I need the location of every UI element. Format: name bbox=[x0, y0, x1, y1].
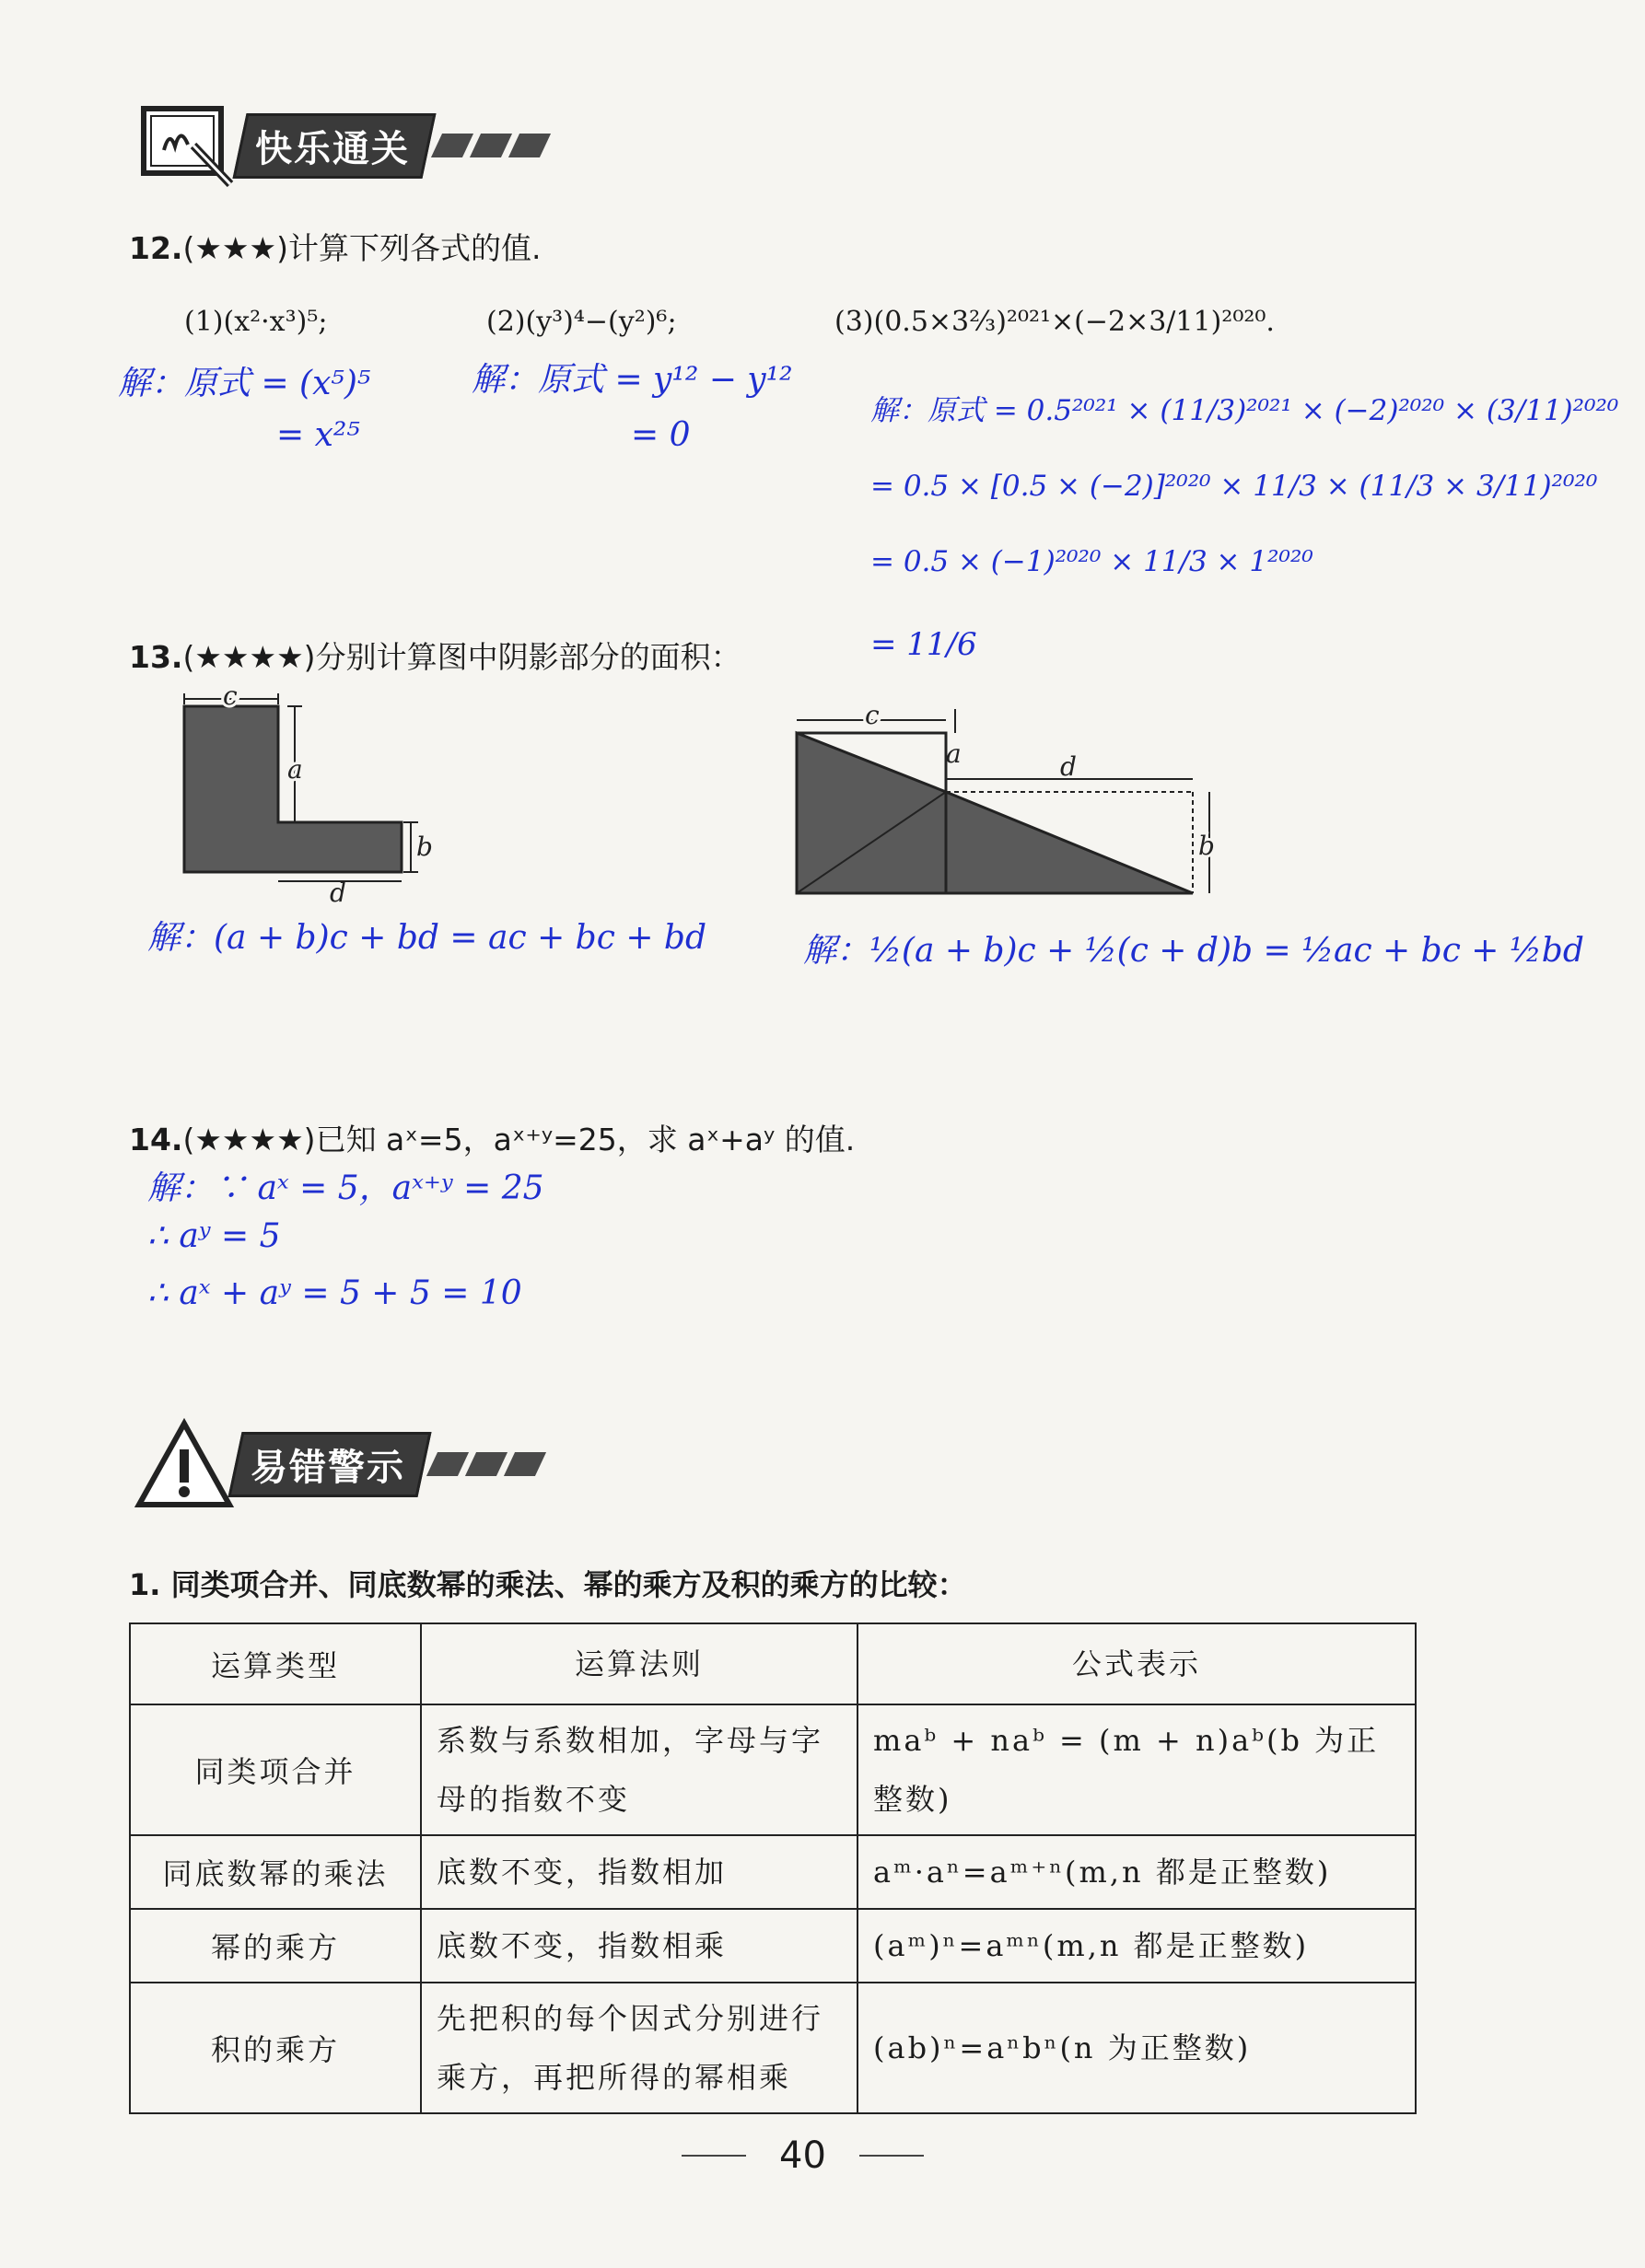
table-cell: 幂的乘方 bbox=[130, 1909, 421, 1983]
figure-two-squares bbox=[788, 700, 1248, 902]
comparison-table bbox=[129, 1622, 1417, 2114]
compare-title: 1. 同类项合并、同底数幂的乘法、幂的乘方及积的乘方的比较： bbox=[129, 1567, 967, 1602]
table-cell: 同底数幂的乘法 bbox=[130, 1835, 421, 1909]
q12-answer-3-line-4: = 11/6 bbox=[870, 626, 977, 663]
pen-board-icon bbox=[138, 99, 239, 192]
label-a: a bbox=[946, 739, 962, 769]
label-b: b bbox=[1198, 831, 1215, 861]
q13-answer-1: 解：(a + b)c + bd = ac + bc + bd bbox=[147, 919, 707, 957]
label-d: d bbox=[1060, 751, 1077, 782]
question-number: 13. bbox=[129, 639, 183, 675]
table-row bbox=[130, 1983, 1416, 2113]
table-cell: aᵐ·aⁿ=aᵐ⁺ⁿ(m,n 都是正整数) bbox=[858, 1835, 1416, 1909]
q14-answer-line-1: 解：∵ aˣ = 5，aˣ⁺ʸ = 25 bbox=[147, 1169, 544, 1207]
section-banner-error-warning bbox=[134, 1418, 541, 1510]
q12-answer-1-line-1: 解：原式 = (x⁵)⁵ bbox=[118, 365, 371, 402]
label-a: a bbox=[287, 754, 303, 785]
question-number: 14. bbox=[129, 1122, 183, 1157]
difficulty-stars: (★★★) bbox=[182, 230, 288, 266]
q12-answer-2-line-1: 解：原式 = y¹² − y¹² bbox=[472, 361, 793, 399]
difficulty-stars: (★★★★) bbox=[182, 639, 316, 675]
q12-part-3: (3)(0.5×3⅔)²⁰²¹×(−2×3/11)²⁰²⁰. bbox=[834, 306, 1275, 338]
section-title: 快乐通关 bbox=[232, 113, 436, 179]
q12-answer-3-line-2: = 0.5 × [0.5 × (−2)]²⁰²⁰ × 11/3 × (11/3 × 3/11)²⁰²⁰ bbox=[870, 470, 1598, 503]
section-title: 易错警示 bbox=[228, 1432, 431, 1497]
question-text: 已知 aˣ=5，aˣ⁺ʸ=25，求 aˣ+aʸ 的值. bbox=[315, 1122, 856, 1157]
table-cell: 底数不变，指数相乘 bbox=[421, 1909, 858, 1983]
table-cell: 先把积的每个因式分别进行乘方，再把所得的幂相乘 bbox=[421, 1983, 858, 2113]
q14-answer-line-2: ∴ aʸ = 5 bbox=[147, 1217, 281, 1255]
table-row bbox=[130, 1704, 1416, 1835]
q12-part-1: (1)(x²·x³)⁵; bbox=[184, 306, 328, 338]
table-cell: 底数不变，指数相加 bbox=[421, 1835, 858, 1909]
label-c: c bbox=[865, 700, 880, 730]
q12-answer-3-line-3: = 0.5 × (−1)²⁰²⁰ × 11/3 × 1²⁰²⁰ bbox=[870, 545, 1313, 578]
table-row bbox=[130, 1835, 1416, 1909]
q12-answer-3-line-1: 解：原式 = 0.5²⁰²¹ × (11/3)²⁰²¹ × (−2)²⁰²⁰ × (3/11)²⁰²⁰ bbox=[870, 394, 1619, 427]
page-footer bbox=[682, 2134, 924, 2177]
table-cell: 系数与系数相加，字母与字母的指数不变 bbox=[421, 1704, 858, 1835]
difficulty-stars: (★★★★) bbox=[182, 1122, 316, 1157]
table-cell: (ab)ⁿ=aⁿbⁿ(n 为正整数) bbox=[858, 1983, 1416, 2113]
label-b: b bbox=[416, 832, 433, 862]
q12-answer-2-line-2: = 0 bbox=[631, 416, 691, 454]
question-number: 12. bbox=[129, 230, 183, 266]
page-number: 40 bbox=[779, 2134, 826, 2177]
table-cell: 积的乘方 bbox=[130, 1983, 421, 2113]
table-cell: maᵇ + naᵇ = (m + n)aᵇ(b 为正整数) bbox=[858, 1704, 1416, 1835]
question-text: 计算下列各式的值. bbox=[287, 230, 542, 266]
table-cell: 同类项合并 bbox=[130, 1704, 421, 1835]
label-c: c bbox=[223, 686, 238, 711]
table-cell: (aᵐ)ⁿ=aᵐⁿ(m,n 都是正整数) bbox=[858, 1909, 1416, 1983]
label-d: d bbox=[330, 878, 346, 907]
q14-answer-line-3: ∴ aˣ + aʸ = 5 + 5 = 10 bbox=[147, 1274, 522, 1312]
q12-answer-1-line-2: = x²⁵ bbox=[276, 416, 360, 454]
header-cell: 公式表示 bbox=[858, 1623, 1416, 1704]
question-text: 分别计算图中阴影部分的面积： bbox=[315, 639, 741, 675]
q13-answer-2: 解：½(a + b)c + ½(c + d)b = ½ac + bc + ½bd bbox=[803, 932, 1584, 970]
question-13 bbox=[129, 634, 741, 677]
header-cell: 运算法则 bbox=[421, 1623, 858, 1704]
header-cell: 运算类型 bbox=[130, 1623, 421, 1704]
q12-part-2: (2)(y³)⁴−(y²)⁶; bbox=[486, 306, 677, 338]
table-row bbox=[130, 1909, 1416, 1983]
question-12 bbox=[129, 225, 541, 268]
section-banner-happy-pass bbox=[138, 99, 545, 192]
table-header-row bbox=[130, 1623, 1416, 1704]
figure-l-shape bbox=[175, 686, 451, 907]
question-14 bbox=[129, 1116, 855, 1159]
warning-triangle-icon bbox=[134, 1418, 235, 1510]
